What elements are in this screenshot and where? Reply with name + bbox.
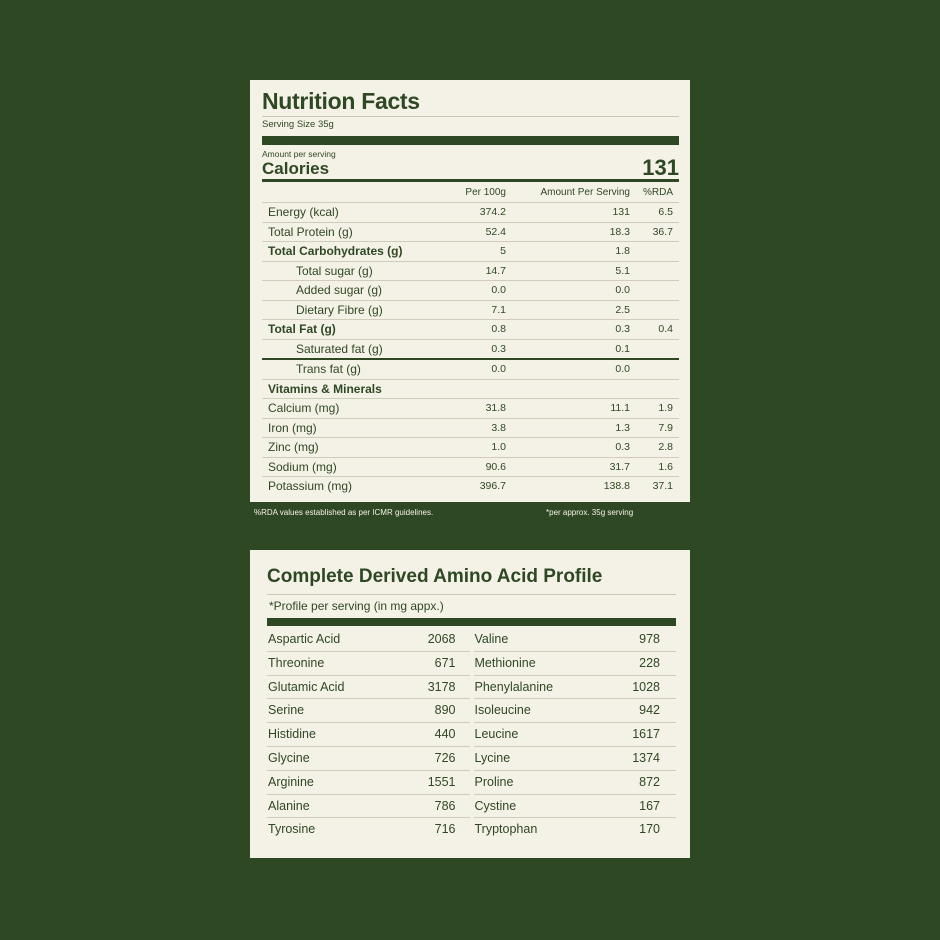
amino-column-left [267,628,470,841]
per-serving-value: 131 [506,203,630,223]
per-100g-value: 90.6 [446,457,506,477]
amino-value: 440 [434,727,456,742]
per-100g-value: 0.8 [446,320,506,340]
amino-acid-panel [250,550,690,858]
amino-value: 890 [434,703,456,718]
table-row [262,457,679,477]
table-row [262,379,679,399]
nutrition-table [262,182,679,496]
amino-value: 942 [639,703,660,718]
amino-name: Glutamic Acid [268,679,345,694]
amino-value: 978 [639,632,660,646]
table-row [262,477,679,496]
rda-value [630,242,679,262]
amino-name: Tyrosine [268,822,316,837]
rda-value [630,379,679,399]
list-item [474,628,677,652]
amino-name: Histidine [268,727,316,742]
rda-value: 1.6 [630,457,679,477]
table-row [262,242,679,262]
per-100g-value: 3.8 [446,418,506,438]
rda-value: 7.9 [630,418,679,438]
amino-title: Complete Derived Amino Acid Profile [267,564,676,595]
amino-value: 726 [434,750,456,765]
divider-bar [267,618,676,626]
rda-value: 6.5 [630,203,679,223]
per-serving-value: 1.8 [506,242,630,262]
nutrient-name: Vitamins & Minerals [262,379,446,399]
serving-size: Serving Size 35g [262,116,679,134]
amino-name: Lycine [474,750,511,765]
footnote-rda: %RDA values established as per ICMR guidelines. [254,508,434,517]
list-item [267,699,470,723]
list-item [474,652,677,676]
amino-value: 872 [639,774,660,789]
footnote-serving: *per approx. 35g serving [546,508,634,517]
calories-label: Calories [262,159,330,178]
header-per-100g: Per 100g [446,182,506,203]
per-serving-value: 0.3 [506,438,630,458]
nutrient-name: Trans fat (g) [262,359,446,379]
amino-value: 671 [434,655,456,670]
list-item [474,818,677,841]
amino-value: 1617 [632,727,660,742]
amino-value: 167 [639,798,660,813]
rda-value [630,261,679,281]
amino-subtitle: *Profile per serving (in mg appx.) [269,599,444,613]
amount-per-serving: Amount per serving [262,149,336,159]
amino-value: 2068 [427,632,456,646]
per-serving-value: 1.3 [506,418,630,438]
rda-value [630,359,679,379]
per-100g-value: 396.7 [479,480,506,493]
header-nutrient [262,182,446,203]
amino-value: 786 [434,798,456,813]
nutrition-facts-panel [250,80,690,502]
list-item [474,771,677,795]
table-row [262,399,679,419]
list-item [474,747,677,771]
nutrient-name: Zinc (mg) [262,438,446,458]
nutrient-name: Total sugar (g) [262,261,446,281]
list-item [267,676,470,700]
per-100g-value: 52.4 [446,222,506,242]
per-serving-value [506,379,630,399]
table-row [262,300,679,320]
nutrient-name: Iron (mg) [262,418,446,438]
nutrient-name: Dietary Fibre (g) [262,300,446,320]
nutrient-name: Potassium (mg) [268,479,353,494]
table-row [262,320,679,340]
per-serving-value: 18.3 [506,222,630,242]
table-row [262,339,679,359]
per-100g-value: 14.7 [446,261,506,281]
rda-value: 2.8 [630,438,679,458]
rda-value: 1.9 [630,399,679,419]
per-serving-value: 5.1 [506,261,630,281]
table-row [262,261,679,281]
per-serving-value: 11.1 [506,399,630,419]
amino-name: Aspartic Acid [268,632,341,646]
amino-name: Threonine [268,655,325,670]
amino-name: Glycine [268,750,310,765]
amino-name: Leucine [474,727,519,742]
rda-value [630,281,679,301]
rda-value: 37.1 [652,480,673,493]
rda-value: 0.4 [630,320,679,340]
list-item [474,723,677,747]
table-row [262,418,679,438]
amino-name: Methionine [474,655,536,670]
nutrient-name: Added sugar (g) [262,281,446,301]
nutrient-name: Total Carbohydrates (g) [262,242,446,262]
list-item [267,747,470,771]
table-header [262,182,679,203]
per-serving-value: 0.1 [506,339,630,359]
amino-value: 3178 [427,679,456,694]
per-100g-value: 374.2 [446,203,506,223]
amino-value: 1551 [427,774,456,789]
amino-name: Tryptophan [474,822,538,837]
amino-value: 170 [639,822,660,837]
list-item [267,771,470,795]
amino-name: Arginine [268,774,314,789]
per-serving-value: 31.7 [506,457,630,477]
table-row [262,281,679,301]
per-100g-value: 1.0 [446,438,506,458]
list-item [474,795,677,819]
amino-name: Proline [474,774,514,789]
nutrient-name: Sodium (mg) [262,457,446,477]
amino-name: Phenylalanine [474,679,554,694]
calories-row [262,155,679,182]
per-100g-value: 0.3 [446,339,506,359]
amino-value: 228 [639,655,660,670]
header-per-serving: Amount Per Serving [506,182,630,203]
nutrient-name: Energy (kcal) [262,203,446,223]
list-item [474,676,677,700]
per-100g-value: 7.1 [446,300,506,320]
per-100g-value: 5 [446,242,506,262]
amino-name: Isoleucine [474,703,531,718]
amino-value: 716 [434,822,456,837]
table-row [262,222,679,242]
amino-value: 1374 [632,750,660,765]
amino-value: 1028 [632,679,660,694]
table-row [262,203,679,223]
list-item [267,723,470,747]
list-item [267,818,470,841]
per-serving-value: 0.0 [506,359,630,379]
per-100g-value [446,379,506,399]
rda-value [630,339,679,359]
list-item [267,795,470,819]
amino-name: Cystine [474,798,517,813]
table-row [262,438,679,458]
header-rda: %RDA [630,182,679,203]
per-100g-value: 31.8 [446,399,506,419]
nutrient-name: Total Protein (g) [262,222,446,242]
nutrition-title: Nutrition Facts [262,88,420,114]
per-serving-value: 0.3 [506,320,630,340]
list-item [267,652,470,676]
nutrient-name: Total Fat (g) [262,320,446,340]
per-serving-value: 138.8 [603,480,630,493]
table-row [262,359,679,379]
divider-bar [262,136,679,145]
nutrient-name: Saturated fat (g) [262,339,446,359]
amino-column-right [474,628,677,841]
nutrient-name: Calcium (mg) [262,399,446,419]
calories-value: 131 [642,155,679,180]
rda-value [630,300,679,320]
amino-name: Serine [268,703,305,718]
per-100g-value: 0.0 [446,359,506,379]
list-item [267,628,470,652]
per-serving-value: 2.5 [506,300,630,320]
amino-name: Valine [474,632,509,646]
per-100g-value: 0.0 [446,281,506,301]
rda-value: 36.7 [630,222,679,242]
per-serving-value: 0.0 [506,281,630,301]
list-item [474,699,677,723]
amino-name: Alanine [268,798,310,813]
